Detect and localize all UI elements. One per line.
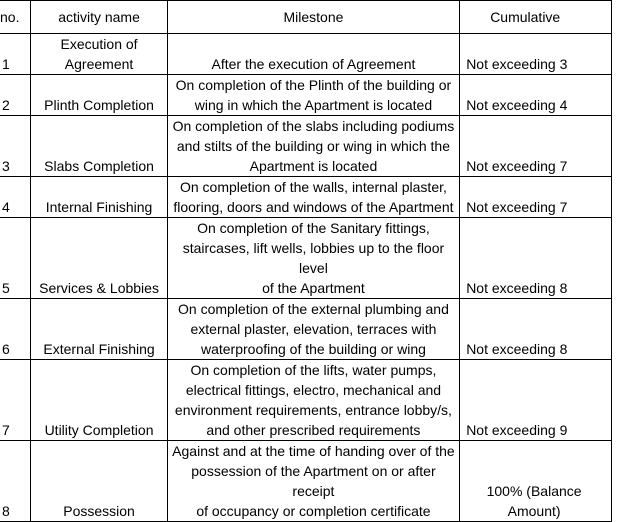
cumulative-cell: Not exceeding 8 xyxy=(460,218,612,299)
activity-name-cell: Execution of Agreement xyxy=(31,34,167,75)
row-number: 8 xyxy=(0,441,31,522)
table-row xyxy=(0,299,612,360)
cumulative-cell: Not exceeding 8 xyxy=(460,299,612,360)
cumulative-cell: Not exceeding 9 xyxy=(460,360,612,441)
header-no: no. xyxy=(0,1,31,34)
milestone-cell: On completion of the Sanitary fittings, staircases, lift wells, lobbies up to the floor level of the Apartment xyxy=(167,218,460,299)
row-number: 2 xyxy=(0,75,31,116)
table-row xyxy=(0,116,612,177)
activity-name-cell: Plinth Completion xyxy=(31,75,167,116)
activity-name-cell: External Finishing xyxy=(31,299,167,360)
milestone-cell: On completion of the Plinth of the building or wing in which the Apartment is located xyxy=(167,75,460,116)
activity-name-cell: Internal Finishing xyxy=(31,177,167,218)
cumulative-cell: Not exceeding 4 xyxy=(460,75,612,116)
milestone-cell: After the execution of Agreement xyxy=(167,34,460,75)
table-row xyxy=(0,218,612,299)
row-number: 3 xyxy=(0,116,31,177)
header-row xyxy=(0,1,612,34)
row-number: 1 xyxy=(0,34,31,75)
header-cumulative: Cumulative xyxy=(460,1,612,34)
row-number: 4 xyxy=(0,177,31,218)
table-row xyxy=(0,75,612,116)
table-row xyxy=(0,34,612,75)
row-number: 7 xyxy=(0,360,31,441)
cumulative-cell: 100% (Balance Amount) xyxy=(460,441,612,522)
header-activity-name: activity name xyxy=(31,1,167,34)
row-number: 5 xyxy=(0,218,31,299)
table-row xyxy=(0,177,612,218)
cumulative-cell: Not exceeding 7 xyxy=(460,177,612,218)
activity-name-cell: Slabs Completion xyxy=(31,116,167,177)
table-row xyxy=(0,360,612,441)
table-row xyxy=(0,441,612,522)
milestone-cell: Against and at the time of handing over of the possession of the Apartment on or after receipt of occupancy or completion certificate xyxy=(167,441,460,522)
row-number: 6 xyxy=(0,299,31,360)
activity-name-cell: Utility Completion xyxy=(31,360,167,441)
header-milestone: Milestone xyxy=(167,1,460,34)
milestone-cell: On completion of the slabs including podiums and stilts of the building or wing in which the Apartment is located xyxy=(167,116,460,177)
activity-name-cell: Services & Lobbies xyxy=(31,218,167,299)
milestone-cell: On completion of the lifts, water pumps, electrical fittings, electro, mechanical and environment requirements, entrance lobby/s, and other prescribed requirements xyxy=(167,360,460,441)
activity-name-cell: Possession xyxy=(31,441,167,522)
milestone-cell: On completion of the walls, internal plaster, flooring, doors and windows of the Apartment xyxy=(167,177,460,218)
cumulative-cell: Not exceeding 3 xyxy=(460,34,612,75)
cumulative-cell: Not exceeding 7 xyxy=(460,116,612,177)
milestone-cell: On completion of the external plumbing and external plaster, elevation, terraces with waterproofing of the building or wing xyxy=(167,299,460,360)
